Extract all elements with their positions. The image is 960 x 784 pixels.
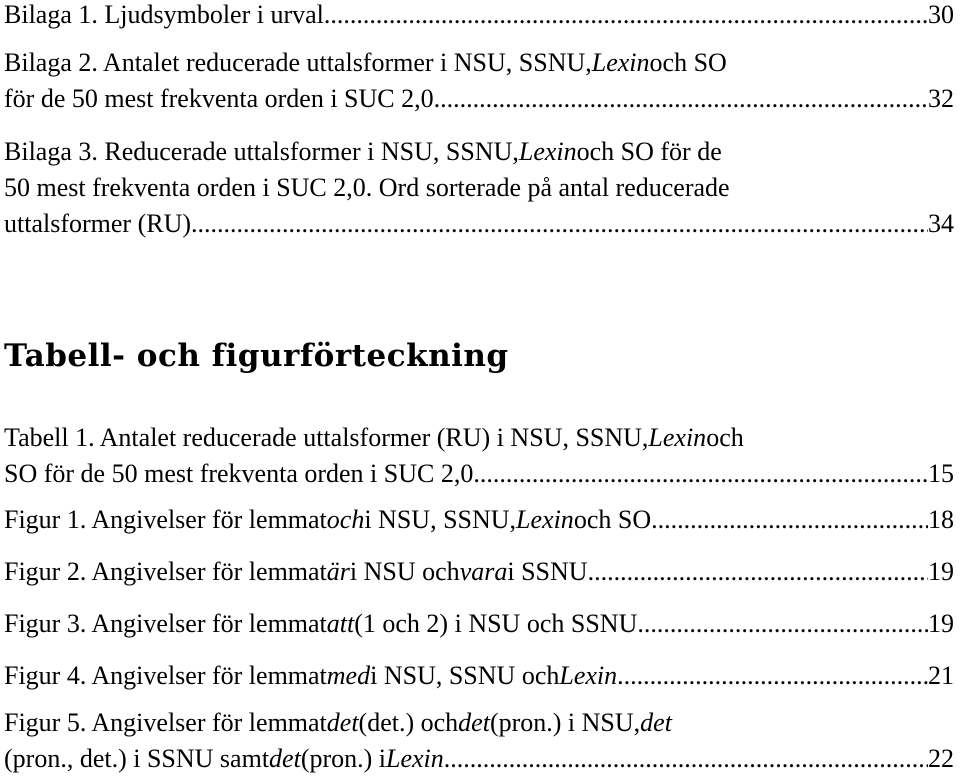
toc-text: Figur 4. Angivelser för lemmat bbox=[4, 661, 327, 690]
toc-text-italic: Lexin bbox=[559, 661, 618, 690]
toc-line bbox=[4, 209, 954, 245]
toc-text: (pron.) i NSU, bbox=[489, 708, 641, 737]
toc-entry-figur-3[interactable] bbox=[4, 609, 954, 645]
toc-entry-figur-4[interactable] bbox=[4, 661, 954, 697]
toc-page-number: 21 bbox=[928, 661, 954, 690]
toc-line bbox=[4, 459, 954, 495]
toc-entry-bilaga-3[interactable] bbox=[4, 137, 954, 245]
toc-text: i NSU och bbox=[349, 557, 460, 586]
toc-text: Bilaga 1. Ljudsymboler i urval bbox=[4, 0, 324, 29]
toc-text: (pron., det.) i SSNU samt bbox=[4, 744, 270, 773]
toc-text-italic: Lexin bbox=[516, 505, 574, 534]
toc-text-italic: Lexin bbox=[648, 423, 707, 452]
toc-text: uttalsformer (RU) bbox=[4, 209, 192, 238]
toc-text-italic: det bbox=[269, 744, 301, 773]
leader-dots bbox=[651, 505, 928, 535]
toc-text-italic: Lexin bbox=[518, 137, 577, 166]
toc-entry-bilaga-1[interactable] bbox=[4, 0, 954, 36]
toc-line bbox=[4, 505, 954, 541]
leader-dots bbox=[473, 459, 928, 489]
toc-text-italic: det bbox=[326, 708, 359, 737]
toc-line bbox=[4, 744, 954, 780]
leader-dots bbox=[637, 609, 928, 639]
toc-text: och SO bbox=[649, 48, 727, 77]
toc-entry-bilaga-2[interactable] bbox=[4, 48, 954, 120]
toc-text-italic: det bbox=[640, 708, 672, 737]
toc-entry-figur-2[interactable] bbox=[4, 557, 954, 593]
toc-line bbox=[4, 137, 954, 173]
leader-dots bbox=[617, 661, 928, 691]
toc-line bbox=[4, 609, 954, 645]
toc-entry-figur-5[interactable] bbox=[4, 708, 954, 780]
toc-text: Figur 3. Angivelser för lemmat bbox=[4, 609, 327, 638]
toc-page-number: 15 bbox=[928, 459, 954, 488]
toc-text: och bbox=[706, 423, 744, 452]
toc-entry-figur-1[interactable] bbox=[4, 505, 954, 541]
leader-dots bbox=[191, 209, 928, 239]
toc-text-italic: Lexin bbox=[386, 744, 444, 773]
toc-line bbox=[4, 0, 954, 36]
toc-text-italic: är bbox=[326, 557, 350, 586]
toc-text: 50 mest frekventa orden i SUC 2,0. Ord sorterade på antal reducerade bbox=[4, 173, 730, 202]
toc-text: för de 50 mest frekventa orden i SUC 2,0 bbox=[4, 84, 434, 113]
toc-page-number: 19 bbox=[928, 609, 954, 638]
toc-text: i SSNU bbox=[507, 557, 588, 586]
leader-dots bbox=[434, 84, 928, 114]
leader-dots bbox=[588, 557, 928, 587]
toc-text-italic: Lexin bbox=[591, 48, 650, 77]
toc-text: SO för de 50 mest frekventa orden i SUC 2,0 bbox=[4, 459, 474, 488]
leader-dots bbox=[444, 744, 928, 774]
toc-text-italic: att bbox=[326, 609, 355, 638]
toc-text-italic: det bbox=[458, 708, 490, 737]
toc-text-italic: med bbox=[326, 661, 371, 690]
leader-dots bbox=[324, 0, 928, 30]
toc-text: (pron.) i bbox=[300, 744, 387, 773]
toc-page-number: 22 bbox=[928, 744, 954, 773]
toc-page-number: 32 bbox=[928, 84, 954, 113]
toc-line bbox=[4, 84, 954, 120]
toc-page-number: 34 bbox=[928, 209, 954, 238]
toc-text: (det.) och bbox=[358, 708, 459, 737]
toc-entry-tabell-1[interactable] bbox=[4, 423, 954, 495]
toc-text: (1 och 2) i NSU och SSNU bbox=[354, 609, 638, 638]
toc-line bbox=[4, 173, 954, 209]
toc-text: Figur 5. Angivelser för lemmat bbox=[4, 708, 327, 737]
toc-text: Bilaga 2. Antalet reducerade uttalsformer i NSU, SSNU, bbox=[4, 48, 592, 77]
toc-text: Tabell 1. Antalet reducerade uttalsformer (RU) i NSU, SSNU, bbox=[4, 423, 649, 452]
toc-line bbox=[4, 423, 954, 459]
toc-text: och SO bbox=[573, 505, 652, 534]
section-heading: Tabell- och figurförteckning bbox=[4, 338, 509, 374]
toc-line bbox=[4, 708, 954, 744]
toc-line bbox=[4, 557, 954, 593]
toc-text: Figur 2. Angivelser för lemmat bbox=[4, 557, 327, 586]
toc-text-italic: och bbox=[326, 505, 365, 534]
toc-text: och SO för de bbox=[576, 137, 722, 166]
toc-text-italic: vara bbox=[459, 557, 508, 586]
toc-page-number: 30 bbox=[928, 0, 954, 29]
toc-text: i NSU, SSNU, bbox=[364, 505, 517, 534]
toc-page-number: 18 bbox=[928, 505, 954, 534]
toc-text: Bilaga 3. Reducerade uttalsformer i NSU, SSNU, bbox=[4, 137, 519, 166]
toc-line bbox=[4, 48, 954, 84]
toc-page-number: 19 bbox=[928, 557, 954, 586]
toc-text: i NSU, SSNU och bbox=[370, 661, 560, 690]
toc-text: Figur 1. Angivelser för lemmat bbox=[4, 505, 327, 534]
toc-line bbox=[4, 661, 954, 697]
